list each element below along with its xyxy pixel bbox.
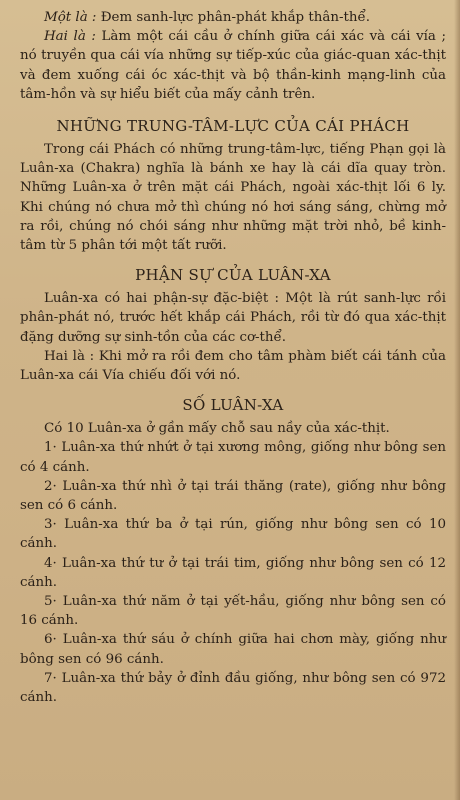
list-item: 1· Luân-xa thứ nhứt ở tại xương mông, giống như bông sen có 4 cánh. (20, 440, 446, 475)
intro-text-2: Làm một cái cầu ở chính giữa cái xác và cái vía ; nó truyền qua cái vía những sự tiếp-xúc của giác-quan xác-thịt và đem xuống cái óc xác-thịt và bộ thần-kinh mạng-linh của tâm-hồn và sự hiểu biết của mấy cảnh trên. (20, 29, 447, 102)
list-item: 5· Luân-xa thứ năm ở tại yết-hầu, giống như bông sen có 16 cánh. (20, 594, 446, 629)
section2-paragraph-2 (20, 347, 446, 385)
section2-text-2: : Khi mở ra rồi đem cho tâm phàm biết cái tánh của Luân-xa cái Vía chiếu đối với nó. (20, 348, 446, 384)
list-item: 2· Luân-xa thứ nhì ở tại trái thăng (rate), giống như bông sen có 6 cánh. (20, 478, 446, 514)
section-heading-chakra-count: SỐ LUÂN-XA (182, 396, 284, 415)
list-item: 4· Luân-xa thứ tư ở tại trái tim, giống như bông sen có 12 cánh. (20, 555, 446, 590)
list-item: 3· Luân-xa thứ ba ở tại rún, giống như bông sen có 10 cánh. (20, 517, 446, 552)
intro-label-2: Hai là : (44, 29, 96, 45)
section1-paragraph: Trong cái Phách có những trung-tâm-lực, tiếng Phạn gọi là Luân-xa (Chakra) nghĩa là bánh xe hay là cái dĩa quay tròn. Những Luân-xa ở trên mặt cái Phách, ngoài xác-thịt lối 6 ly. Khi chúng nó chưa mở thì chúng nó hơi sáng sáng, chừng mở ra rồi, chúng nó chói sáng như những mặt trời nhỏ, bề kinh-tâm từ 5 phân tới một tất rưỡi. (20, 142, 446, 254)
section3-intro: Có 10 Luân-xa ở gần mấy chỗ sau nầy của xác-thịt. (44, 421, 390, 437)
list-item: 7· Luân-xa thứ bảy ở đỉnh đầu giống, như bông sen có 972 cánh. (20, 670, 446, 706)
list-item: 6· Luân-xa thứ sáu ở chính giữa hai chơn mày, giống như bông sen có 96 cánh. (20, 632, 446, 667)
section-heading-chakra-centers: NHỮNG TRUNG-TÂM-LỰC CỦA CÁI PHÁCH (56, 117, 410, 136)
intro-paragraph-1 (20, 8, 446, 27)
section2-paragraph-1: Luân-xa có hai phận-sự đặc-biệt : Một là rút sanh-lực rồi phân-phát nó, trước hết khắp cái Phách, rồi từ đó qua xác-thịt đặng dưỡng sự sinh-tồn của các cơ-thể. (20, 291, 446, 345)
section2-label-2: Hai là (44, 348, 85, 364)
intro-label-1: Một là : (44, 10, 97, 25)
section-heading-chakra-duties: PHẬN SỰ CỦA LUÂN-XA (135, 266, 331, 285)
intro-text-1: Đem sanh-lực phân-phát khắp thân-thể. (96, 10, 371, 25)
page-edge-shadow (454, 0, 460, 800)
intro-paragraph-2 (20, 27, 446, 104)
